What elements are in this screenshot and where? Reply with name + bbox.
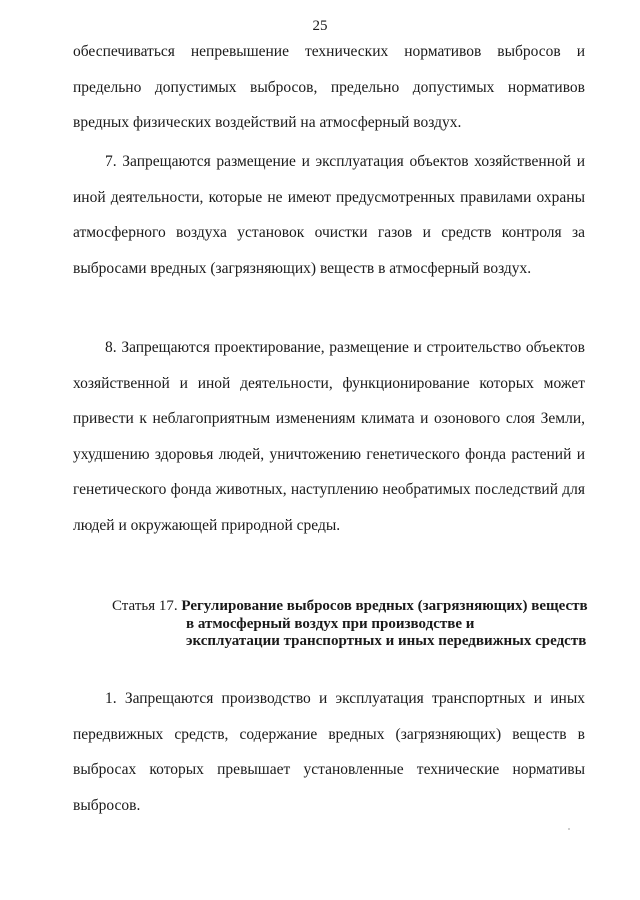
scan-speck	[568, 828, 570, 830]
paragraph-continuation: обеспечиваться непревышение технических нормативов выбросов и предельно допустимых выбросов, предельно допустимых нормативов вредных физических воздействий на атмосферный воздух.	[73, 43, 585, 131]
article-17-heading	[112, 598, 592, 651]
page-number: 25	[312, 18, 328, 34]
paragraph-8: 8. Запрещаются проектирование, размещение и строительство объектов хозяйственной и иной деятельности, функционирование которых может привести к неблагоприятным изменениям климата и озонового слоя Земли, ухудшению здоровья людей, уничтожению генетического фонда растений и генетического фонда животных, наступлению необратимых последствий для людей и окружающей природной среды.	[73, 339, 585, 534]
article-label: Статья 17.	[112, 598, 178, 614]
article-title-line-3: эксплуатации транспортных и иных передвижных средств	[186, 633, 587, 649]
article-17-paragraph-1: 1. Запрещаются производство и эксплуатация транспортных и иных передвижных средств, содержание вредных (загрязняющих) веществ в выбросах которых превышает установленные технические нормативы выбросов.	[73, 690, 585, 814]
article-title-line-2: в атмосферный воздух при производстве и	[186, 615, 475, 632]
article-heading-line-1	[112, 598, 592, 616]
article-title-line-1: Регулирование выбросов вредных (загрязняющих) веществ	[181, 598, 588, 614]
paragraph-7: 7. Запрещаются размещение и эксплуатация объектов хозяйственной и иной деятельности, которые не имеют предусмотренных правилами охраны атмосферного воздуха установок очистки газов и средств контроля за выбросами вредных (загрязняющих) веществ в атмосферный воздух.	[73, 153, 585, 277]
